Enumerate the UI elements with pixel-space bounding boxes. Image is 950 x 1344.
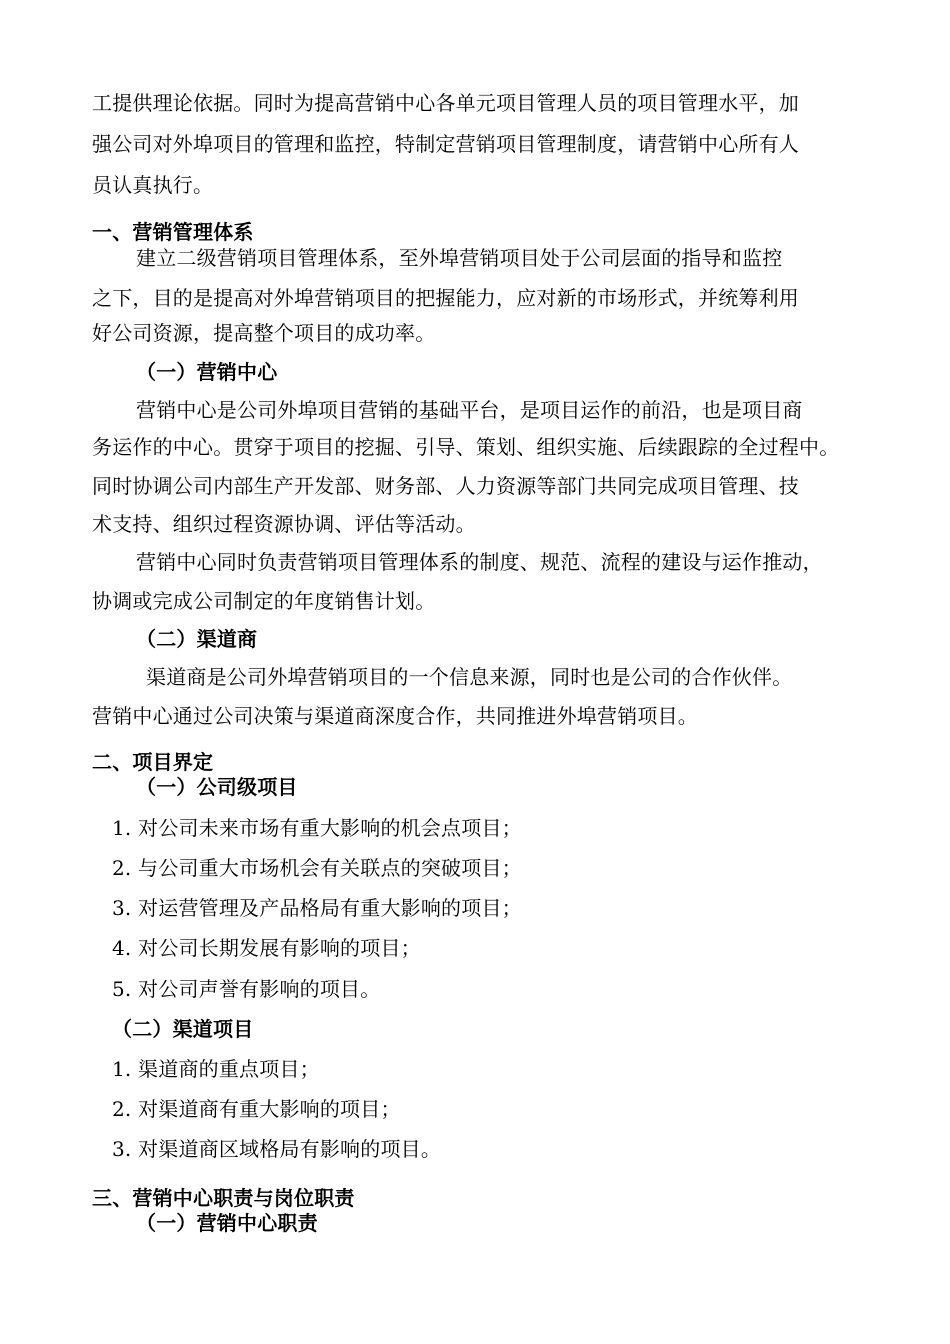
list-item: 4. 对公司长期发展有影响的项目； <box>112 936 421 960</box>
intro-line: 工提供理论依据。同时为提高营销中心各单元项目管理人员的项目管理水平，加 <box>92 91 799 115</box>
list-item: 3. 对运营管理及产品格局有重大影响的项目； <box>112 896 522 920</box>
subsection-heading: （二）渠道商 <box>136 627 258 651</box>
list-item: 1. 渠道商的重点项目； <box>112 1057 320 1081</box>
paragraph-line: 务运作的中心。贯穿于项目的挖掘、引导、策划、组织实施、后续跟踪的全过程中。 <box>92 435 840 459</box>
paragraph-line: 渠道商是公司外埠营销项目的一个信息来源，同时也是公司的合作伙伴。 <box>146 665 793 689</box>
paragraph-line: 营销中心是公司外埠项目营销的基础平台，是项目运作的前沿，也是项目商 <box>136 398 803 422</box>
paragraph-line: 建立二级营销项目管理体系，至外埠营销项目处于公司层面的指导和监控 <box>136 246 783 270</box>
list-item: 2. 对渠道商有重大影响的项目； <box>112 1097 401 1121</box>
list-item: 3. 对渠道商区域格局有影响的项目。 <box>112 1137 442 1161</box>
paragraph-line: 同时协调公司内部生产开发部、财务部、人力资源等部门共同完成项目管理、技 <box>92 474 799 498</box>
list-item: 5. 对公司声誉有影响的项目。 <box>112 977 381 1001</box>
subsection-heading: （一）营销中心 <box>136 360 278 384</box>
paragraph-line: 营销中心通过公司决策与渠道商深度合作，共同推进外埠营销项目。 <box>92 704 698 728</box>
paragraph-line: 之下，目的是提高对外埠营销项目的把握能力，应对新的市场形式，并统筹利用 <box>92 286 799 310</box>
list-item: 2. 与公司重大市场机会有关联点的突破项目； <box>112 856 522 880</box>
subsection-heading: （一）营销中心职责 <box>136 1211 318 1235</box>
paragraph-line: 协调或完成公司制定的年度销售计划。 <box>92 589 436 613</box>
list-item: 1. 对公司未来市场有重大影响的机会点项目； <box>112 816 522 840</box>
paragraph-line: 好公司资源，提高整个项目的成功率。 <box>92 321 436 345</box>
intro-line: 强公司对外埠项目的管理和监控，特制定营销项目管理制度，请营销中心所有人 <box>92 132 799 156</box>
paragraph-line: 术支持、组织过程资源协调、评估等活动。 <box>92 512 476 536</box>
subsection-heading: （二）渠道项目 <box>112 1017 254 1041</box>
section-heading: 三、营销中心职责与岗位职责 <box>92 1186 355 1210</box>
section-heading: 一、营销管理体系 <box>92 220 254 244</box>
paragraph-line: 营销中心同时负责营销项目管理体系的制度、规范、流程的建设与运作推动， <box>136 550 823 574</box>
section-heading: 二、项目界定 <box>92 750 214 774</box>
intro-line: 员认真执行。 <box>92 173 214 197</box>
subsection-heading: （一）公司级项目 <box>136 775 298 799</box>
